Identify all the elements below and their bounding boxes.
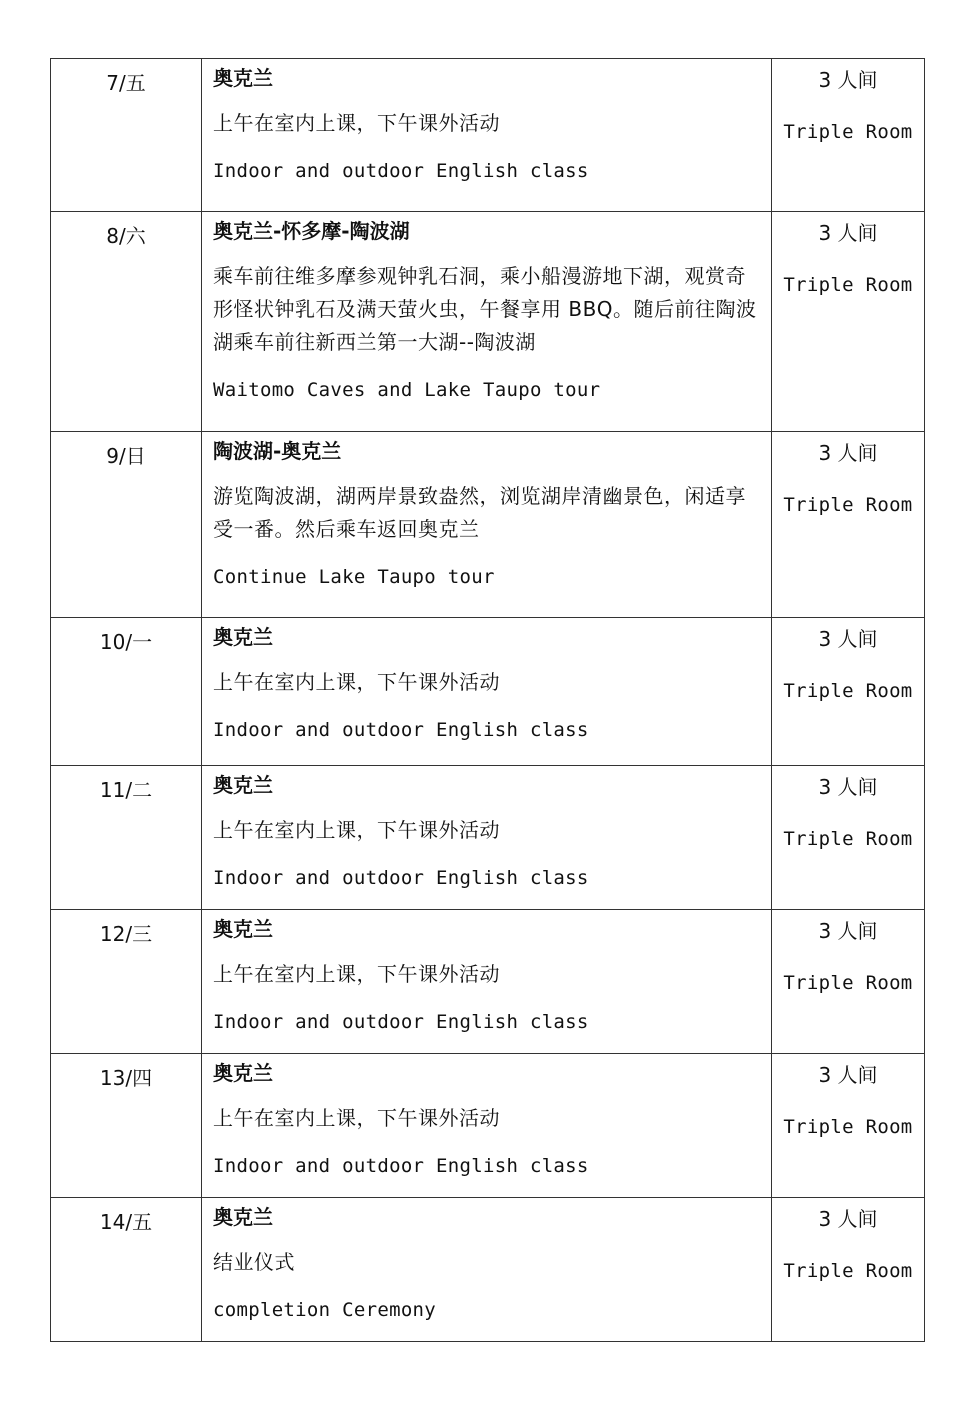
activity-english: Indoor and outdoor English class [213,160,589,182]
activity-cell [202,59,772,212]
activity-cell [202,910,772,1054]
room-type-en: Triple Room [783,972,913,994]
room-cell [772,766,925,910]
table-row [51,432,925,618]
room-type-cn: 3 人间 [818,221,878,245]
place-title: 奥克兰 [213,1061,273,1085]
table-row [51,59,925,212]
room-type-cn: 3 人间 [818,441,878,465]
room-type-cn: 3 人间 [818,1207,878,1231]
activity-english: Indoor and outdoor English class [213,867,589,889]
room-type-en: Triple Room [783,828,913,850]
table-row [51,1198,925,1342]
date-cell: 14/五 [51,1198,202,1342]
activity-english: Indoor and outdoor English class [213,1011,589,1033]
activity-description: 上午在室内上课，下午课外活动 [213,818,500,842]
room-type-cn: 3 人间 [818,68,878,92]
activity-english: Indoor and outdoor English class [213,719,589,741]
activity-cell [202,618,772,766]
room-type-en: Triple Room [783,121,913,143]
room-type-en: Triple Room [783,494,913,516]
room-cell [772,1054,925,1198]
activity-description: 结业仪式 [213,1250,295,1274]
table-row [51,618,925,766]
room-cell [772,212,925,432]
table-row [51,766,925,910]
table-row [51,1054,925,1198]
room-type-en: Triple Room [783,1116,913,1138]
activity-description: 乘车前往维多摩参观钟乳石洞，乘小船漫游地下湖，观赏奇形怪状钟乳石及满天萤火虫，午餐享用 BBQ。随后前往陶波湖乘车前往新西兰第一大湖--陶波湖 [213,264,757,354]
room-type-en: Triple Room [783,274,913,296]
date-cell: 8/六 [51,212,202,432]
place-title: 奥克兰 [213,773,273,797]
table-row [51,910,925,1054]
room-type-cn: 3 人间 [818,1063,878,1087]
place-title: 奥克兰-怀多摩-陶波湖 [213,219,410,243]
room-cell [772,618,925,766]
room-type-cn: 3 人间 [818,627,878,651]
activity-description: 上午在室内上课，下午课外活动 [213,1106,500,1130]
activity-english: Waitomo Caves and Lake Taupo tour [213,379,601,401]
activity-cell [202,212,772,432]
date-cell: 12/三 [51,910,202,1054]
activity-description: 游览陶波湖，湖两岸景致盎然，浏览湖岸清幽景色，闲适享受一番。然后乘车返回奥克兰 [213,484,746,541]
room-type-en: Triple Room [783,1260,913,1282]
date-cell: 10/一 [51,618,202,766]
activity-cell [202,1054,772,1198]
activity-cell [202,766,772,910]
activity-english: Indoor and outdoor English class [213,1155,589,1177]
place-title: 奥克兰 [213,66,273,90]
room-cell [772,910,925,1054]
date-cell: 11/二 [51,766,202,910]
room-type-cn: 3 人间 [818,919,878,943]
itinerary-table [50,58,925,1342]
activity-cell [202,432,772,618]
room-type-cn: 3 人间 [818,775,878,799]
room-cell [772,432,925,618]
room-type-en: Triple Room [783,680,913,702]
place-title: 奥克兰 [213,1205,273,1229]
date-cell: 13/四 [51,1054,202,1198]
room-cell [772,1198,925,1342]
room-cell [772,59,925,212]
place-title: 奥克兰 [213,625,273,649]
table-row [51,212,925,432]
activity-description: 上午在室内上课，下午课外活动 [213,962,500,986]
activity-english: Continue Lake Taupo tour [213,566,495,588]
date-cell: 9/日 [51,432,202,618]
activity-description: 上午在室内上课，下午课外活动 [213,111,500,135]
activity-cell [202,1198,772,1342]
place-title: 奥克兰 [213,917,273,941]
place-title: 陶波湖-奥克兰 [213,439,342,463]
activity-english: completion Ceremony [213,1299,437,1321]
activity-description: 上午在室内上课，下午课外活动 [213,670,500,694]
date-cell: 7/五 [51,59,202,212]
